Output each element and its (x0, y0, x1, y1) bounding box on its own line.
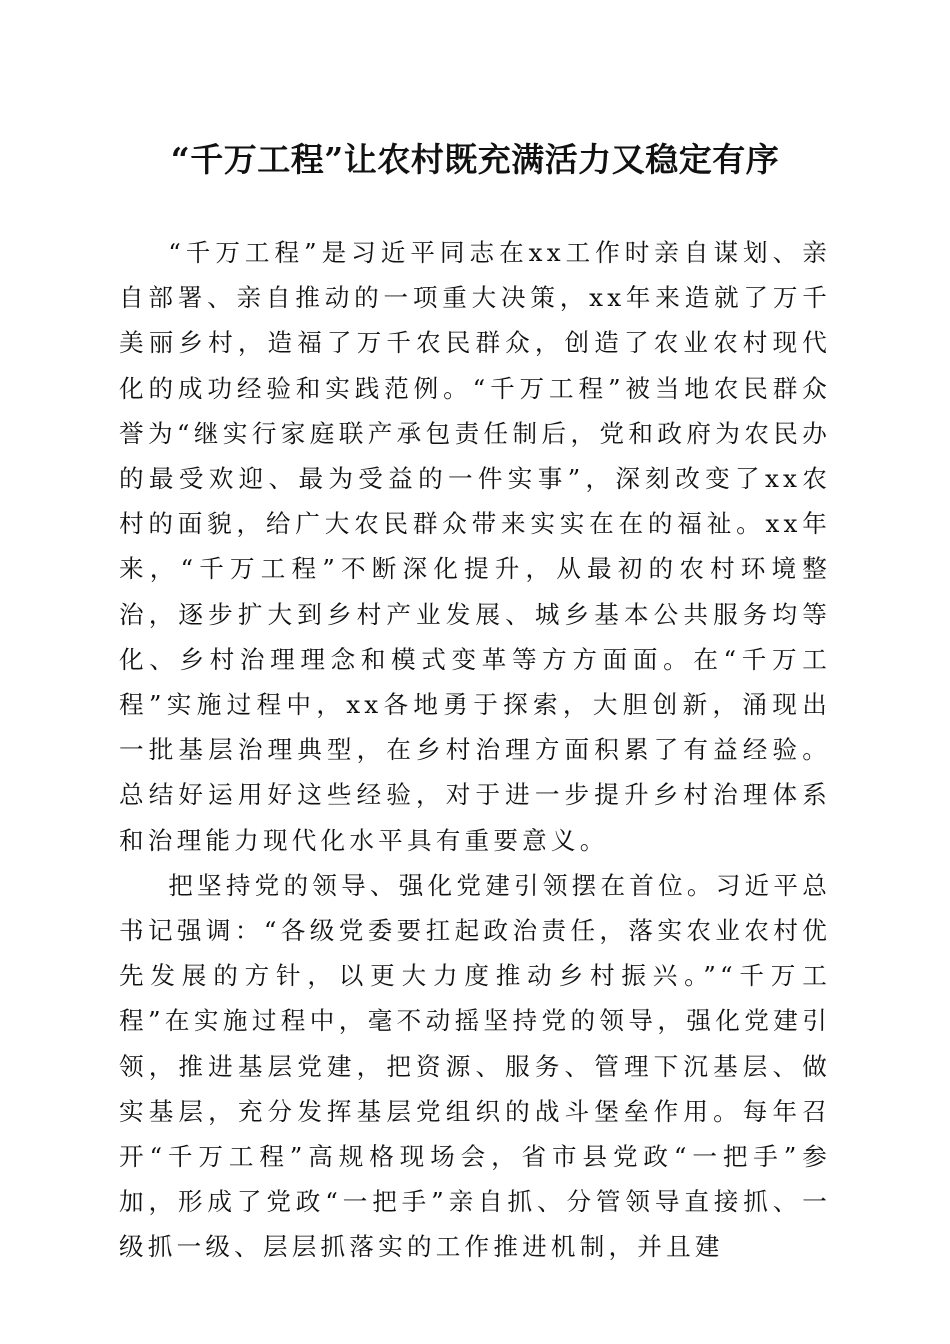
document-title: “千万工程”让农村既充满活力又稳定有序 (170, 140, 780, 179)
paragraph-party-leadership: 把坚持党的领导、强化党建引领摆在首位。习近平总书记强调：“各级党委要扛起政治责任，落实农业农村优先发展的方针，以更大力度推动乡村振兴。”“千万工程”在实施过程中，毫不动摇坚持党的领导，强化党建引领，推进基层党建，把资源、服务、管理下沉基层、做实基层，充分发挥基层党组织的战斗堡垒作用。每年召开“千万工程”高规格现场会，省市县党政“一把手”参加，形成了党政“一把手”亲自抓、分管领导直接抓、一级抓一级、层层抓落实的工作推进机制，并且建 (119, 870, 831, 1262)
document-body (119, 230, 831, 1270)
paragraph-intro: “千万工程”是习近平同志在xx工作时亲自谋划、亲自部署、亲自推动的一项重大决策，xx年来造就了万千美丽乡村，造福了万千农民群众，创造了农业农村现代化的成功经验和实践范例。“千万工程”被当地农民群众誉为“继实行家庭联产承包责任制后，党和政府为农民办的最受欢迎、最为受益的一件实事”，深刻改变了xx农村的面貌，给广大农民群众带来实实在在的福祉。xx年来，“千万工程”不断深化提升，从最初的农村环境整治，逐步扩大到乡村产业发展、城乡基本公共服务均等化、乡村治理理念和模式变革等方方面面。在“千万工程”实施过程中，xx各地勇于探索，大胆创新，涌现出一批基层治理典型，在乡村治理方面积累了有益经验。总结好运用好这些经验，对于进一步提升乡村治理体系和治理能力现代化水平具有重要意义。 (119, 238, 831, 855)
